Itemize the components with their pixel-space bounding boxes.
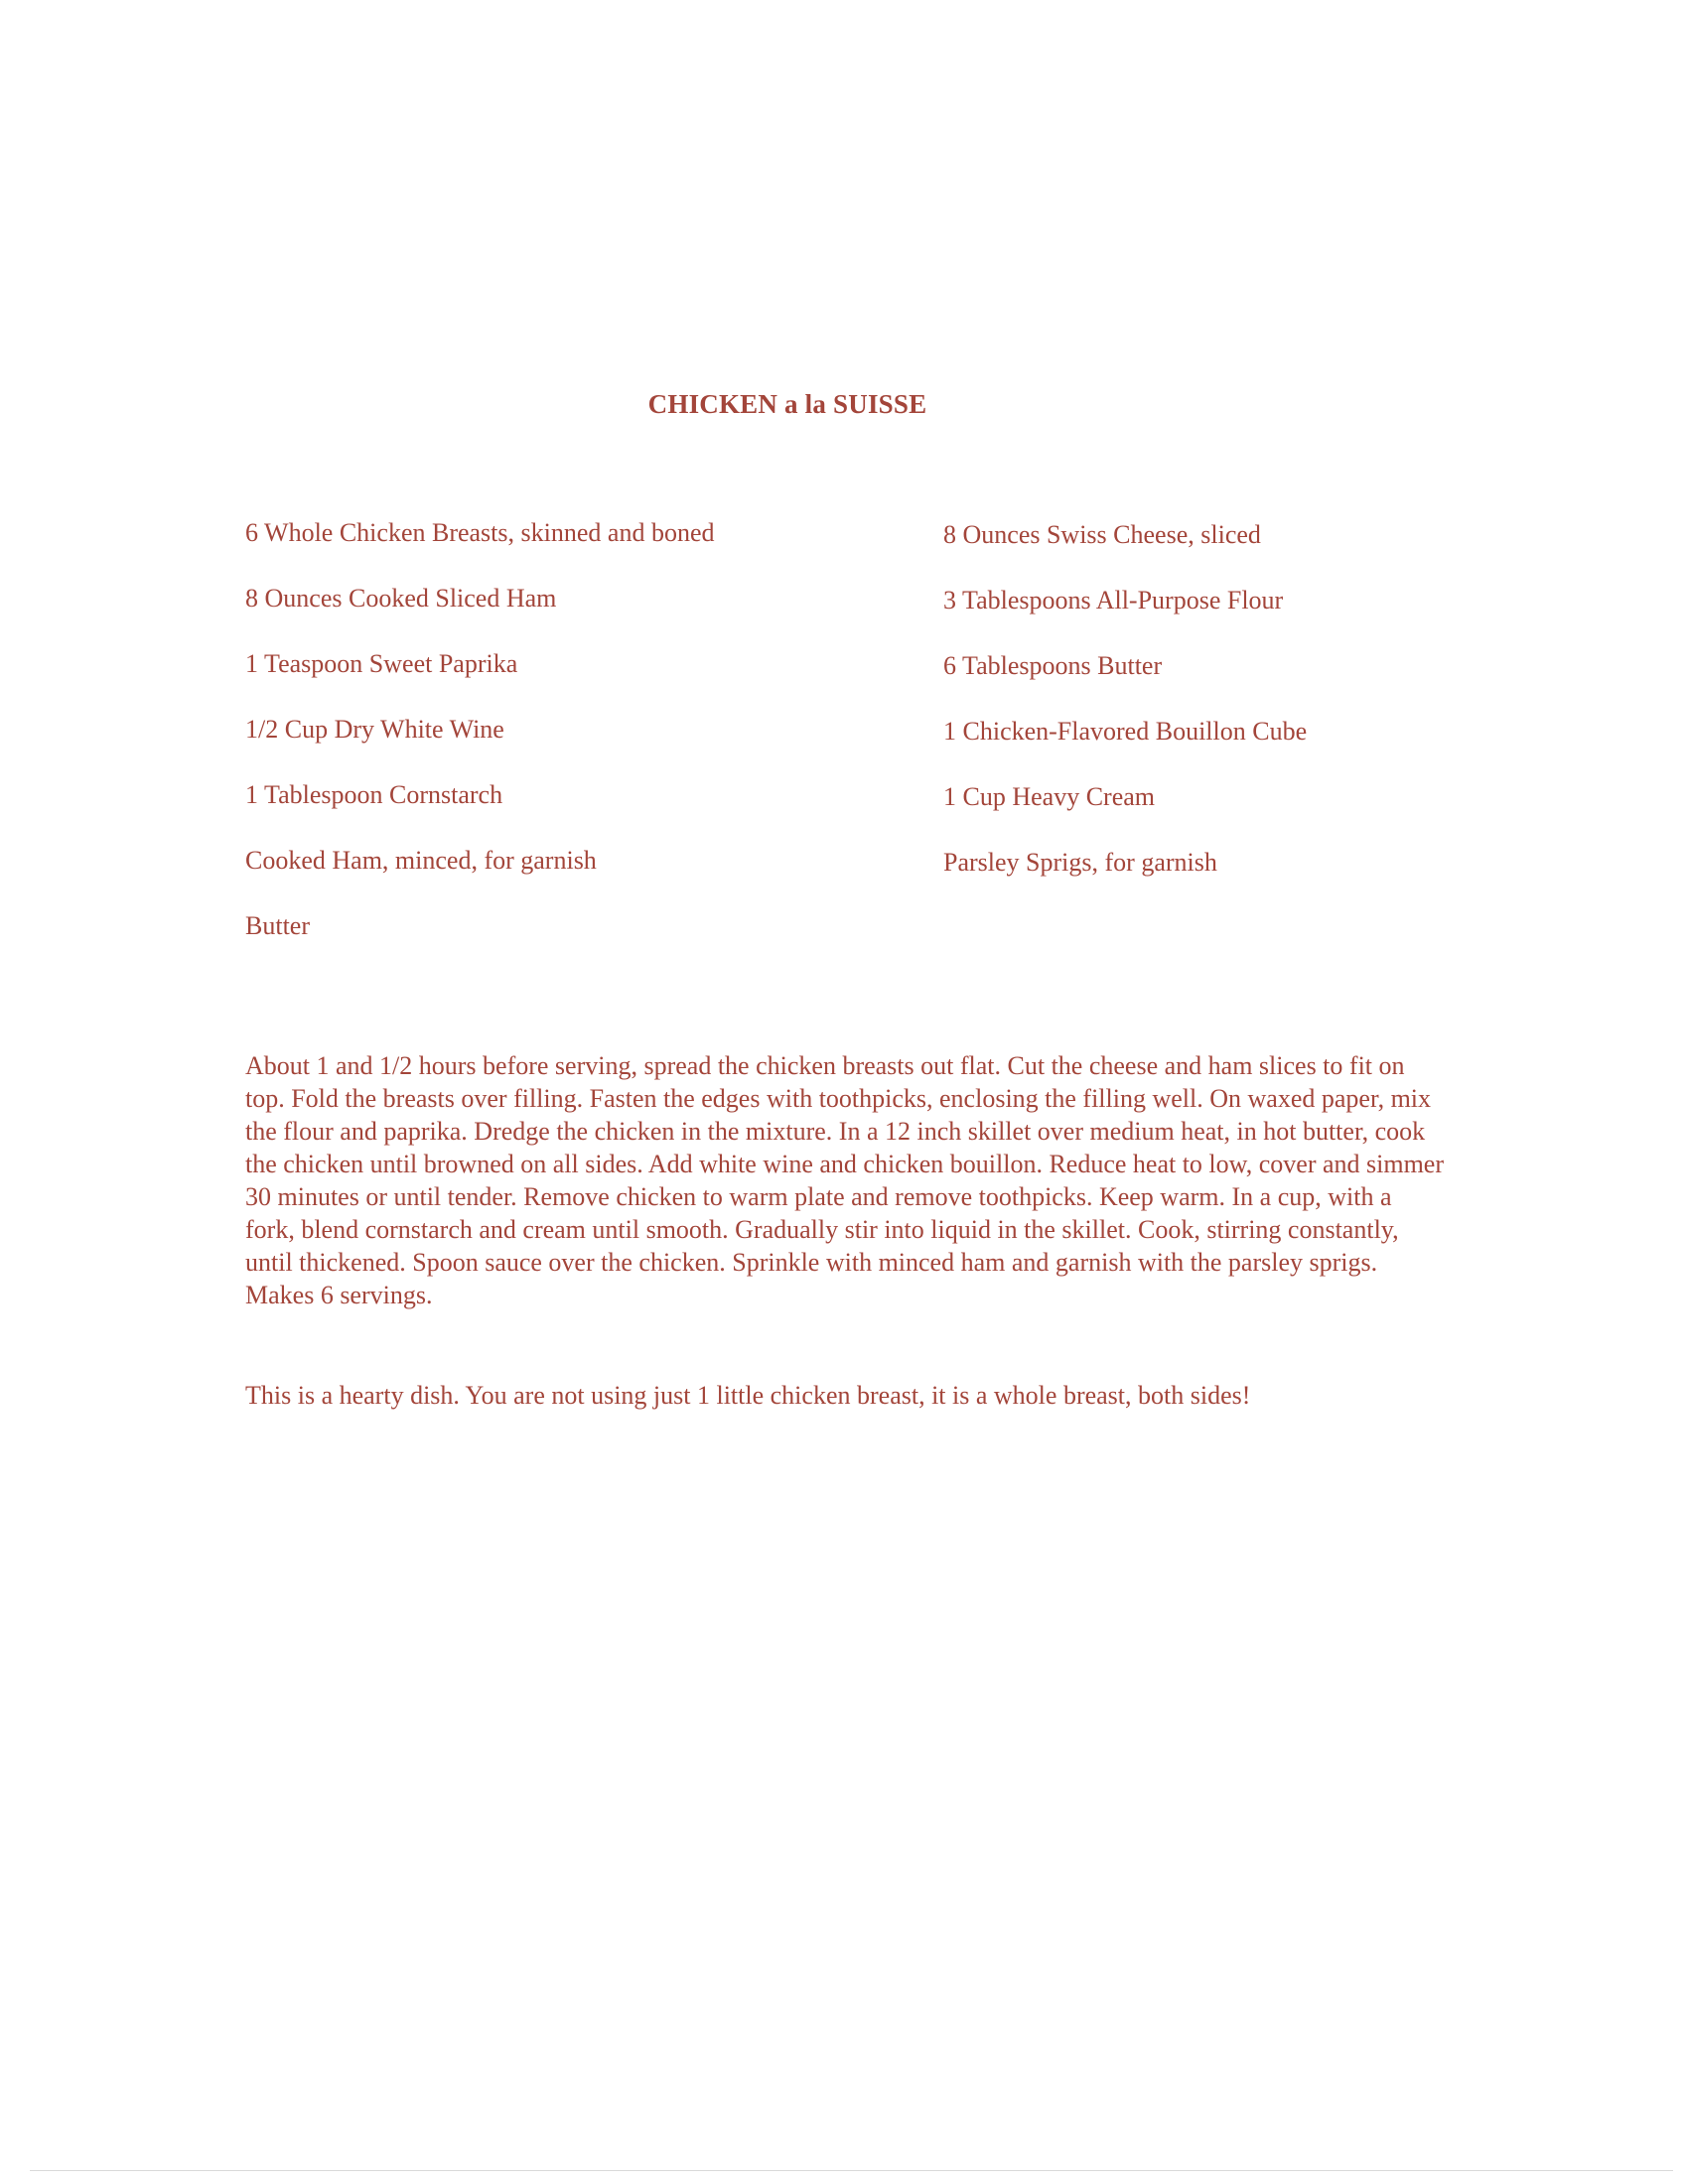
ingredient-item: 1 Chicken-Flavored Bouillon Cube [943, 717, 1308, 746]
ingredient-item: 1 Teaspoon Sweet Paprika [245, 649, 518, 678]
ingredient-item: 1/2 Cup Dry White Wine [245, 715, 504, 744]
page-edge-divider [30, 2170, 1673, 2171]
ingredient-item: 6 Whole Chicken Breasts, skinned and boned [245, 518, 715, 547]
ingredient-item: 1 Cup Heavy Cream [943, 782, 1156, 811]
ingredient-item: 8 Ounces Cooked Sliced Ham [245, 584, 557, 613]
ingredient-item: Butter [245, 911, 310, 940]
directions-paragraph: About 1 and 1/2 hours before serving, spread the chicken breasts out flat. Cut the cheese and ham slices to fit on top. Fold the breasts over filling. Fasten the edges with toothpicks, enclosing the filling well. On waxed paper, mix the flour and paprika. Dredge the chicken in the mixture. In a 12 inch skillet over medium heat, in hot butter, cook the chicken until browned on all sides. Add white wine and chicken bouillon. Reduce heat to low, cover and simmer 30 minutes or until tender. Remove chicken to warm plate and remove toothpicks. Keep warm. In a cup, with a fork, blend cornstarch and cream until smooth. Gradually stir into liquid in the skillet. Cook, stirring constantly, until thickened. Spoon sauce over the chicken. Sprinkle with minced ham and garnish with the parsley sprigs. Makes 6 servings. [245, 1051, 1445, 1309]
recipe-title: CHICKEN a la SUISSE [647, 389, 927, 419]
ingredient-item: 1 Tablespoon Cornstarch [245, 780, 503, 809]
ingredient-item: 8 Ounces Swiss Cheese, sliced [943, 520, 1261, 549]
ingredient-item: 3 Tablespoons All-Purpose Flour [943, 586, 1284, 614]
ingredient-item: Parsley Sprigs, for garnish [943, 848, 1217, 877]
recipe-note: This is a hearty dish. You are not using just 1 little chicken breast, it is a whole breast, both sides! [245, 1381, 1251, 1410]
ingredient-item: 6 Tablespoons Butter [943, 651, 1163, 680]
ingredient-list [0, 0, 1688, 993]
ingredient-item: Cooked Ham, minced, for garnish [245, 846, 597, 875]
